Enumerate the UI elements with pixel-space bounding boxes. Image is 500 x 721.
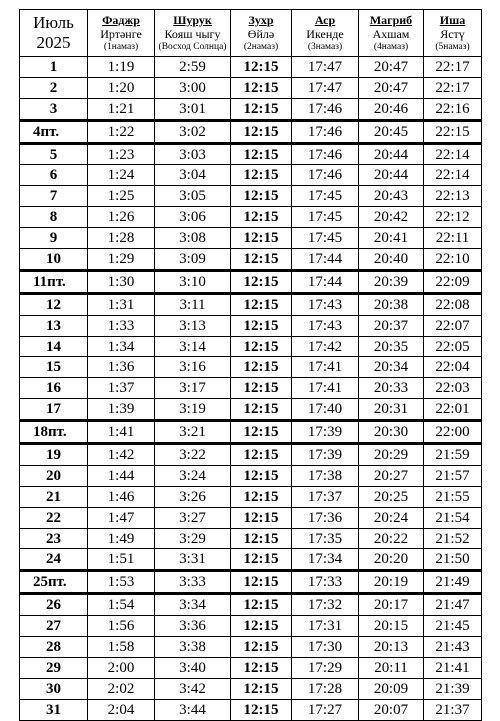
shuruk-time-cell: 3:10 [155, 270, 231, 293]
asr-time-cell: 17:34 [292, 549, 359, 571]
asr-time-cell: 17:33 [292, 571, 359, 594]
shuruk-time-cell: 3:40 [155, 657, 231, 678]
fajr-time-cell: 1:36 [88, 357, 155, 378]
maghrib-time-cell: 20:40 [359, 249, 424, 271]
maghrib-time-cell: 20:25 [359, 486, 424, 507]
day-cell: 30 [20, 678, 88, 699]
day-cell: 5 [20, 143, 88, 165]
friday-row [20, 270, 482, 293]
prayer-name: Иша [439, 13, 466, 27]
zuhr-time-cell: 12:15 [231, 678, 292, 699]
zuhr-time-cell: 12:15 [231, 207, 292, 228]
asr-time-cell: 17:35 [292, 528, 359, 549]
prayer-name: Зухр [248, 13, 274, 27]
shuruk-time-cell: 3:26 [155, 486, 231, 507]
asr-time-cell: 17:31 [292, 616, 359, 637]
isha-time-cell: 22:01 [424, 399, 482, 421]
day-row [20, 699, 482, 720]
prayer-local-name: Ахшам [372, 27, 410, 41]
friday-row [20, 571, 482, 594]
maghrib-time-cell: 20:43 [359, 186, 424, 207]
isha-time-cell: 21:52 [424, 528, 482, 549]
asr-time-cell: 17:42 [292, 336, 359, 357]
zuhr-time-cell: 12:15 [231, 657, 292, 678]
zuhr-time-cell: 12:15 [231, 315, 292, 336]
column-header-isha [424, 10, 482, 57]
fajr-time-cell: 1:58 [88, 637, 155, 658]
shuruk-time-cell: 3:24 [155, 465, 231, 486]
day-cell: 4пт. [20, 120, 88, 143]
month-label: Июль [33, 13, 74, 32]
shuruk-time-cell: 3:14 [155, 336, 231, 357]
fajr-time-cell: 1:42 [88, 444, 155, 466]
zuhr-time-cell: 12:15 [231, 249, 292, 271]
day-cell: 26 [20, 594, 88, 616]
fajr-time-cell: 1:31 [88, 293, 155, 315]
fajr-time-cell: 1:23 [88, 143, 155, 165]
maghrib-time-cell: 20:39 [359, 270, 424, 293]
shuruk-time-cell: 3:00 [155, 77, 231, 98]
isha-time-cell: 21:57 [424, 465, 482, 486]
asr-time-cell: 17:40 [292, 399, 359, 421]
zuhr-time-cell: 12:15 [231, 357, 292, 378]
shuruk-time-cell: 3:27 [155, 507, 231, 528]
fajr-time-cell: 1:29 [88, 249, 155, 271]
fajr-time-cell: 1:56 [88, 616, 155, 637]
maghrib-time-cell: 20:07 [359, 699, 424, 720]
isha-time-cell: 22:15 [424, 120, 482, 143]
asr-time-cell: 17:45 [292, 207, 359, 228]
shuruk-time-cell: 3:17 [155, 378, 231, 399]
isha-time-cell: 21:49 [424, 571, 482, 594]
day-row [20, 228, 482, 249]
zuhr-time-cell: 12:15 [231, 77, 292, 98]
isha-time-cell: 21:54 [424, 507, 482, 528]
prayer-name: Фаджр [102, 13, 140, 27]
fajr-time-cell: 1:22 [88, 120, 155, 143]
maghrib-time-cell: 20:47 [359, 77, 424, 98]
fajr-time-cell: 2:02 [88, 678, 155, 699]
column-header-asr [292, 10, 359, 57]
prayer-note: (2намаз) [243, 42, 279, 52]
day-cell: 1 [20, 57, 88, 78]
day-cell: 7 [20, 186, 88, 207]
zuhr-time-cell: 12:15 [231, 399, 292, 421]
asr-time-cell: 17:46 [292, 120, 359, 143]
isha-time-cell: 22:03 [424, 378, 482, 399]
prayer-times-table [19, 9, 482, 721]
isha-time-cell: 22:09 [424, 270, 482, 293]
fajr-time-cell: 1:54 [88, 594, 155, 616]
isha-time-cell: 21:45 [424, 616, 482, 637]
isha-time-cell: 21:50 [424, 549, 482, 571]
prayer-note: (Восход Солнца) [158, 42, 227, 52]
shuruk-time-cell: 3:38 [155, 637, 231, 658]
asr-time-cell: 17:46 [292, 165, 359, 186]
isha-time-cell: 21:43 [424, 637, 482, 658]
day-cell: 3 [20, 98, 88, 120]
fajr-time-cell: 2:04 [88, 699, 155, 720]
day-row [20, 98, 482, 120]
fajr-time-cell: 1:33 [88, 315, 155, 336]
asr-time-cell: 17:36 [292, 507, 359, 528]
asr-time-cell: 17:43 [292, 293, 359, 315]
fajr-time-cell: 1:30 [88, 270, 155, 293]
shuruk-time-cell: 3:01 [155, 98, 231, 120]
asr-time-cell: 17:39 [292, 444, 359, 466]
zuhr-time-cell: 12:15 [231, 336, 292, 357]
asr-time-cell: 17:47 [292, 57, 359, 78]
zuhr-time-cell: 12:15 [231, 143, 292, 165]
day-cell: 13 [20, 315, 88, 336]
fajr-time-cell: 1:53 [88, 571, 155, 594]
asr-time-cell: 17:29 [292, 657, 359, 678]
zuhr-time-cell: 12:15 [231, 98, 292, 120]
column-header-fajr [88, 10, 155, 57]
prayer-local-name: Кояш чыгу [164, 27, 221, 41]
isha-time-cell: 22:14 [424, 165, 482, 186]
day-row [20, 186, 482, 207]
asr-time-cell: 17:27 [292, 699, 359, 720]
day-row [20, 293, 482, 315]
maghrib-time-cell: 20:41 [359, 228, 424, 249]
day-row [20, 249, 482, 271]
shuruk-time-cell: 3:31 [155, 549, 231, 571]
day-cell: 8 [20, 207, 88, 228]
fajr-time-cell: 1:49 [88, 528, 155, 549]
prayer-note: (4намаз) [373, 42, 409, 52]
fajr-time-cell: 1:24 [88, 165, 155, 186]
isha-time-cell: 21:59 [424, 444, 482, 466]
day-row [20, 207, 482, 228]
shuruk-time-cell: 3:44 [155, 699, 231, 720]
maghrib-time-cell: 20:35 [359, 336, 424, 357]
zuhr-time-cell: 12:15 [231, 594, 292, 616]
asr-time-cell: 17:44 [292, 270, 359, 293]
prayer-local-name: Ястү [440, 27, 465, 41]
isha-time-cell: 22:08 [424, 293, 482, 315]
day-row [20, 444, 482, 466]
maghrib-time-cell: 20:09 [359, 678, 424, 699]
day-cell: 28 [20, 637, 88, 658]
isha-time-cell: 22:10 [424, 249, 482, 271]
zuhr-time-cell: 12:15 [231, 699, 292, 720]
fajr-time-cell: 1:21 [88, 98, 155, 120]
friday-row [20, 421, 482, 444]
shuruk-time-cell: 3:04 [155, 165, 231, 186]
shuruk-time-cell: 3:22 [155, 444, 231, 466]
isha-time-cell: 22:05 [424, 336, 482, 357]
fajr-time-cell: 1:37 [88, 378, 155, 399]
isha-time-cell: 21:41 [424, 657, 482, 678]
day-row [20, 57, 482, 78]
asr-time-cell: 17:41 [292, 378, 359, 399]
zuhr-time-cell: 12:15 [231, 120, 292, 143]
day-row [20, 336, 482, 357]
header-row [20, 10, 482, 57]
zuhr-time-cell: 12:15 [231, 444, 292, 466]
day-row [20, 637, 482, 658]
day-row [20, 549, 482, 571]
day-cell: 22 [20, 507, 88, 528]
maghrib-time-cell: 20:30 [359, 421, 424, 444]
fajr-time-cell: 1:19 [88, 57, 155, 78]
fajr-time-cell: 1:46 [88, 486, 155, 507]
day-cell: 21 [20, 486, 88, 507]
day-cell: 12 [20, 293, 88, 315]
shuruk-time-cell: 3:11 [155, 293, 231, 315]
day-cell: 20 [20, 465, 88, 486]
day-row [20, 657, 482, 678]
maghrib-time-cell: 20:20 [359, 549, 424, 571]
day-cell: 31 [20, 699, 88, 720]
shuruk-time-cell: 3:33 [155, 571, 231, 594]
maghrib-time-cell: 20:45 [359, 120, 424, 143]
zuhr-time-cell: 12:15 [231, 293, 292, 315]
fajr-time-cell: 1:47 [88, 507, 155, 528]
maghrib-time-cell: 20:33 [359, 378, 424, 399]
maghrib-time-cell: 20:46 [359, 98, 424, 120]
shuruk-time-cell: 3:09 [155, 249, 231, 271]
column-header-maghrib [359, 10, 424, 57]
zuhr-time-cell: 12:15 [231, 228, 292, 249]
maghrib-time-cell: 20:34 [359, 357, 424, 378]
isha-time-cell: 22:17 [424, 77, 482, 98]
day-cell: 6 [20, 165, 88, 186]
zuhr-time-cell: 12:15 [231, 57, 292, 78]
day-cell: 18пт. [20, 421, 88, 444]
prayer-name: Аср [314, 13, 336, 27]
day-cell: 25пт. [20, 571, 88, 594]
day-cell: 19 [20, 444, 88, 466]
maghrib-time-cell: 20:24 [359, 507, 424, 528]
maghrib-time-cell: 20:37 [359, 315, 424, 336]
prayer-name: Шурук [173, 13, 212, 27]
month-header [20, 10, 88, 57]
shuruk-time-cell: 3:08 [155, 228, 231, 249]
day-row [20, 465, 482, 486]
day-cell: 29 [20, 657, 88, 678]
isha-time-cell: 21:55 [424, 486, 482, 507]
friday-row [20, 120, 482, 143]
shuruk-time-cell: 3:34 [155, 594, 231, 616]
maghrib-time-cell: 20:31 [359, 399, 424, 421]
shuruk-time-cell: 3:19 [155, 399, 231, 421]
shuruk-time-cell: 3:36 [155, 616, 231, 637]
schedule-body [20, 57, 482, 721]
day-row [20, 507, 482, 528]
day-row [20, 616, 482, 637]
fajr-time-cell: 1:51 [88, 549, 155, 571]
fajr-time-cell: 1:44 [88, 465, 155, 486]
isha-time-cell: 22:13 [424, 186, 482, 207]
fajr-time-cell: 1:41 [88, 421, 155, 444]
maghrib-time-cell: 20:11 [359, 657, 424, 678]
asr-time-cell: 17:32 [292, 594, 359, 616]
isha-time-cell: 21:37 [424, 699, 482, 720]
asr-time-cell: 17:38 [292, 465, 359, 486]
maghrib-time-cell: 20:47 [359, 57, 424, 78]
zuhr-time-cell: 12:15 [231, 378, 292, 399]
prayer-name: Магриб [369, 13, 413, 27]
day-row [20, 678, 482, 699]
day-row [20, 315, 482, 336]
day-row [20, 486, 482, 507]
day-cell: 9 [20, 228, 88, 249]
fajr-time-cell: 2:00 [88, 657, 155, 678]
day-cell: 16 [20, 378, 88, 399]
day-cell: 14 [20, 336, 88, 357]
day-row [20, 143, 482, 165]
isha-time-cell: 21:47 [424, 594, 482, 616]
shuruk-time-cell: 3:42 [155, 678, 231, 699]
isha-time-cell: 22:12 [424, 207, 482, 228]
fajr-time-cell: 1:28 [88, 228, 155, 249]
maghrib-time-cell: 20:38 [359, 293, 424, 315]
prayer-local-name: Икенде [306, 27, 344, 41]
maghrib-time-cell: 20:19 [359, 571, 424, 594]
maghrib-time-cell: 20:13 [359, 637, 424, 658]
day-row [20, 77, 482, 98]
prayer-note: (3намаз) [307, 42, 343, 52]
day-row [20, 528, 482, 549]
isha-time-cell: 21:39 [424, 678, 482, 699]
shuruk-time-cell: 3:05 [155, 186, 231, 207]
shuruk-time-cell: 2:59 [155, 57, 231, 78]
zuhr-time-cell: 12:15 [231, 571, 292, 594]
day-cell: 15 [20, 357, 88, 378]
column-header-zuhr [231, 10, 292, 57]
isha-time-cell: 22:04 [424, 357, 482, 378]
maghrib-time-cell: 20:42 [359, 207, 424, 228]
asr-time-cell: 17:43 [292, 315, 359, 336]
day-row [20, 357, 482, 378]
asr-time-cell: 17:46 [292, 143, 359, 165]
day-cell: 27 [20, 616, 88, 637]
isha-time-cell: 22:11 [424, 228, 482, 249]
day-row [20, 594, 482, 616]
shuruk-time-cell: 3:13 [155, 315, 231, 336]
prayer-local-name: Өйлә [247, 27, 275, 41]
maghrib-time-cell: 20:17 [359, 594, 424, 616]
day-cell: 24 [20, 549, 88, 571]
fajr-time-cell: 1:20 [88, 77, 155, 98]
year-label: 2025 [36, 33, 71, 52]
asr-time-cell: 17:47 [292, 77, 359, 98]
zuhr-time-cell: 12:15 [231, 421, 292, 444]
asr-time-cell: 17:41 [292, 357, 359, 378]
zuhr-time-cell: 12:15 [231, 186, 292, 207]
isha-time-cell: 22:17 [424, 57, 482, 78]
zuhr-time-cell: 12:15 [231, 270, 292, 293]
fajr-time-cell: 1:25 [88, 186, 155, 207]
asr-time-cell: 17:39 [292, 421, 359, 444]
asr-time-cell: 17:46 [292, 98, 359, 120]
shuruk-time-cell: 3:02 [155, 120, 231, 143]
zuhr-time-cell: 12:15 [231, 549, 292, 571]
asr-time-cell: 17:45 [292, 186, 359, 207]
shuruk-time-cell: 3:16 [155, 357, 231, 378]
maghrib-time-cell: 20:29 [359, 444, 424, 466]
day-cell: 10 [20, 249, 88, 271]
asr-time-cell: 17:28 [292, 678, 359, 699]
day-row [20, 165, 482, 186]
maghrib-time-cell: 20:44 [359, 165, 424, 186]
zuhr-time-cell: 12:15 [231, 507, 292, 528]
asr-time-cell: 17:37 [292, 486, 359, 507]
maghrib-time-cell: 20:27 [359, 465, 424, 486]
prayer-note: (5намаз) [435, 42, 470, 52]
zuhr-time-cell: 12:15 [231, 528, 292, 549]
day-cell: 23 [20, 528, 88, 549]
shuruk-time-cell: 3:06 [155, 207, 231, 228]
day-cell: 11пт. [20, 270, 88, 293]
fajr-time-cell: 1:34 [88, 336, 155, 357]
day-cell: 2 [20, 77, 88, 98]
fajr-time-cell: 1:26 [88, 207, 155, 228]
day-row [20, 378, 482, 399]
prayer-local-name: Иртәнге [100, 27, 142, 41]
asr-time-cell: 17:44 [292, 249, 359, 271]
isha-time-cell: 22:07 [424, 315, 482, 336]
shuruk-time-cell: 3:03 [155, 143, 231, 165]
isha-time-cell: 22:14 [424, 143, 482, 165]
zuhr-time-cell: 12:15 [231, 486, 292, 507]
maghrib-time-cell: 20:15 [359, 616, 424, 637]
shuruk-time-cell: 3:29 [155, 528, 231, 549]
isha-time-cell: 22:00 [424, 421, 482, 444]
asr-time-cell: 17:30 [292, 637, 359, 658]
day-row [20, 399, 482, 421]
shuruk-time-cell: 3:21 [155, 421, 231, 444]
zuhr-time-cell: 12:15 [231, 637, 292, 658]
maghrib-time-cell: 20:22 [359, 528, 424, 549]
maghrib-time-cell: 20:44 [359, 143, 424, 165]
isha-time-cell: 22:16 [424, 98, 482, 120]
zuhr-time-cell: 12:15 [231, 465, 292, 486]
asr-time-cell: 17:45 [292, 228, 359, 249]
fajr-time-cell: 1:39 [88, 399, 155, 421]
prayer-note: (1намаз) [103, 42, 139, 52]
zuhr-time-cell: 12:15 [231, 165, 292, 186]
zuhr-time-cell: 12:15 [231, 616, 292, 637]
column-header-shuruk [155, 10, 231, 57]
day-cell: 17 [20, 399, 88, 421]
